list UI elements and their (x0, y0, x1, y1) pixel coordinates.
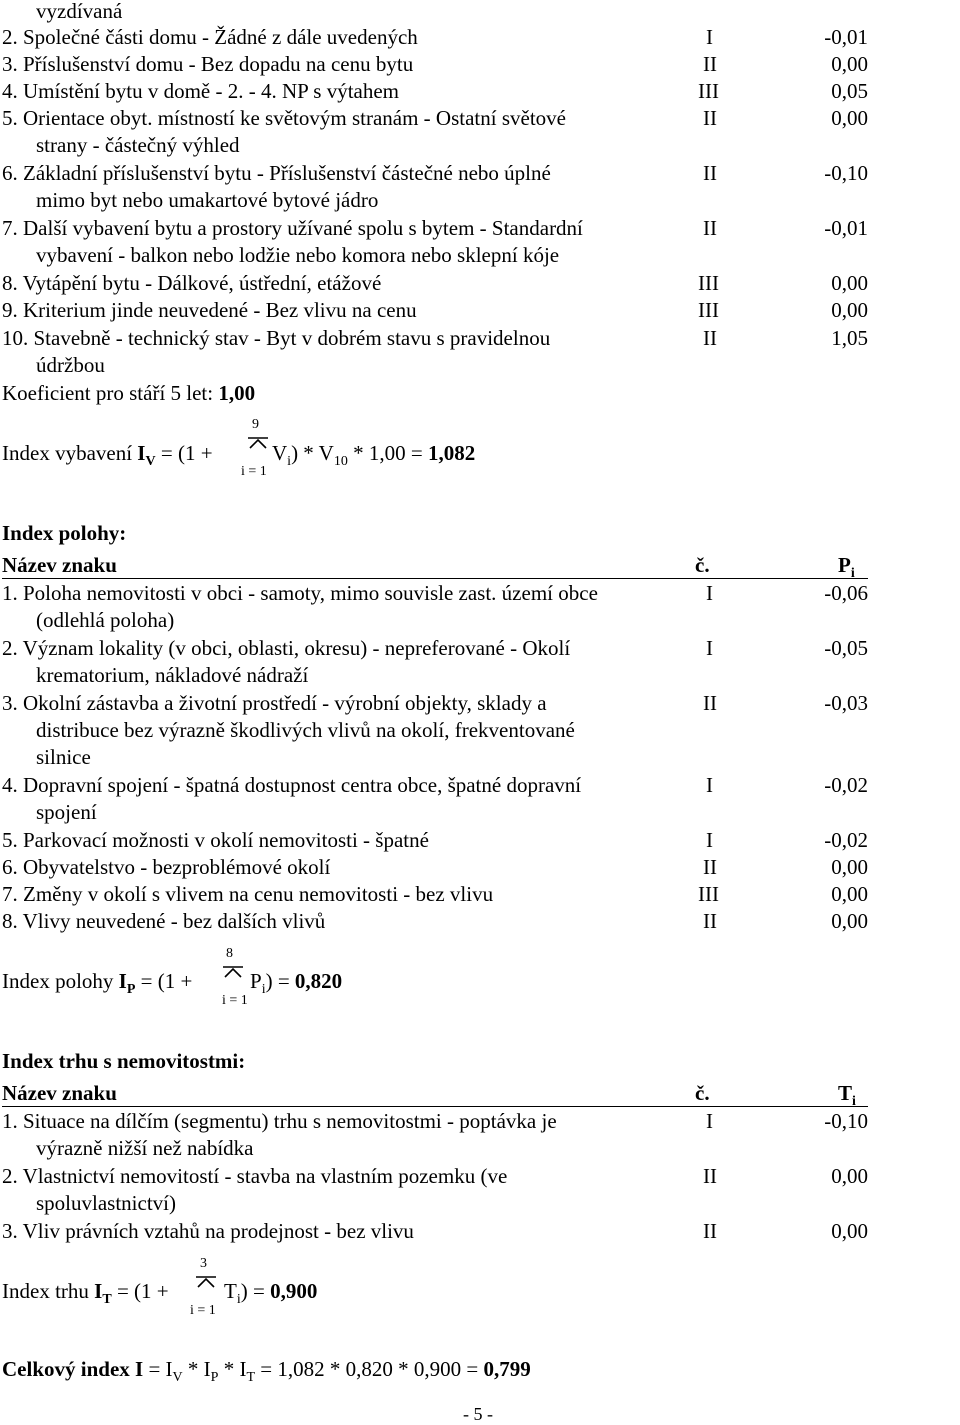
item-class: II (703, 1219, 717, 1243)
sum-sign-icon (222, 965, 244, 979)
list-item-continuation: mimo byt nebo umakartové bytové jádro (36, 188, 379, 212)
item-class: II (703, 161, 717, 185)
item-value: -0,03 (824, 691, 868, 715)
item-class: I (706, 581, 713, 605)
list-item-continuation: vyzdívaná (36, 0, 123, 23)
list-item: 2. Vlastnictví nemovitostí - stavba na vlastním pozemku (ve (2, 1164, 508, 1188)
sum-upper-limit: 9 (252, 417, 259, 432)
sum-lower-limit: i = 1 (222, 993, 248, 1008)
index-polohy-left: Index polohy $I_P = (1$ + (2, 969, 193, 997)
celkovy-index-result: 0,799 (483, 1357, 531, 1381)
header-rule (2, 1106, 868, 1107)
column-header-p: $P_i$ (838, 553, 855, 581)
item-class: II (703, 106, 717, 130)
sum-lower-limit: i = 1 (190, 1303, 216, 1318)
sum-sign-icon (247, 436, 269, 450)
item-value: 0,00 (831, 298, 868, 322)
sum-upper-limit: 3 (200, 1256, 207, 1271)
list-item: 1. Poloha nemovitosti v obci - samoty, mimo souvisle zast. území obce (2, 581, 598, 605)
list-item: 5. Orientace obyt. místností ke světovým stranám - Ostatní světové (2, 106, 566, 130)
index-polohy-right: $P_i) = 0,820$ (250, 969, 343, 997)
item-value: 0,00 (831, 882, 868, 906)
index-trhu-left: Index trhu $I_T = (1$ + (2, 1279, 169, 1307)
item-value: -0,02 (824, 773, 868, 797)
item-class: II (703, 909, 717, 933)
section-heading-trhu: Index trhu s nemovitostmi: (2, 1049, 246, 1073)
item-value: 0,00 (831, 1164, 868, 1188)
item-value: 1,05 (831, 326, 868, 350)
list-item-continuation: spoluvlastnictví) (36, 1191, 176, 1215)
item-value: 0,00 (831, 106, 868, 130)
item-class: II (703, 52, 717, 76)
item-value: 0,00 (831, 855, 868, 879)
list-item: 3. Vliv právních vztahů na prodejnost - bez vlivu (2, 1219, 414, 1243)
list-item: 7. Další vybavení bytu a prostory užívané spolu s bytem - Standardní (2, 216, 583, 240)
item-value: 0,05 (831, 79, 868, 103)
item-value: -0,01 (824, 216, 868, 240)
index-polohy-result: 0,820 (294, 969, 343, 993)
item-value: 0,00 (831, 271, 868, 295)
column-header-c: č. (695, 553, 710, 577)
item-class: III (698, 271, 719, 295)
item-class: I (706, 25, 713, 49)
item-class: II (703, 216, 717, 240)
index-vybaveni-right: $V_i) * V_{10} * 1,00 = 1,082$ (272, 441, 476, 469)
list-item: 6. Obyvatelstvo - bezproblémové okolí (2, 855, 331, 879)
item-value: -0,10 (824, 161, 868, 185)
item-class: III (698, 882, 719, 906)
index-trhu-result: 0,900 (270, 1279, 318, 1303)
index-trhu-right: $T_i) = 0,900$ (224, 1279, 318, 1307)
item-class: II (703, 855, 717, 879)
list-item: 8. Vlivy neuvedené - bez dalších vlivů (2, 909, 326, 933)
item-value: -0,05 (824, 636, 868, 660)
list-item-continuation: vybavení - balkon nebo lodžie nebo komora nebo sklepní kóje (36, 243, 560, 267)
list-item-continuation: (odlehlá poloha) (36, 608, 175, 632)
list-item-continuation: spojení (36, 800, 97, 824)
list-item: 3. Příslušenství domu - Bez dopadu na cenu bytu (2, 52, 414, 76)
item-value: -0,02 (824, 828, 868, 852)
index-vybaveni-result: 1,082 (427, 441, 476, 465)
section-heading-polohy: Index polohy: (2, 521, 127, 545)
column-header-c: č. (695, 1081, 710, 1105)
list-item: 3. Okolní zástavba a životní prostředí - výrobní objekty, sklady a (2, 691, 547, 715)
header-rule (2, 578, 868, 579)
koeficient-value: 1,00 (218, 381, 256, 405)
list-item-continuation: údržbou (36, 353, 105, 377)
column-header-name: Název znaku (2, 553, 117, 577)
item-class: II (703, 691, 717, 715)
column-header-t: $T_i$ (838, 1081, 856, 1109)
item-value: 0,00 (831, 52, 868, 76)
item-class: II (703, 326, 717, 350)
item-class: II (703, 1164, 717, 1188)
item-value: -0,06 (824, 581, 868, 605)
list-item: 10. Stavebně - technický stav - Byt v dobrém stavu s pravidelnou (2, 326, 551, 350)
list-item: 4. Umístění bytu v domě - 2. - 4. NP s výtahem (2, 79, 400, 103)
item-class: I (706, 636, 713, 660)
list-item: 2. Společné části domu - Žádné z dále uvedených (2, 25, 418, 49)
index-vybaveni-left: Index vybavení $I_V = (1$ + (2, 441, 213, 469)
list-item-continuation: distribuce bez výrazně škodlivých vlivů na okolí, frekventované (36, 718, 575, 742)
list-item: 9. Kriterium jinde neuvedené - Bez vlivu na cenu (2, 298, 417, 322)
list-item-continuation: silnice (36, 745, 91, 769)
item-value: -0,01 (824, 25, 868, 49)
page-number: - 5 - (463, 1404, 493, 1424)
list-item-continuation: krematorium, nákladové nádraží (36, 663, 309, 687)
item-value: -0,10 (824, 1109, 868, 1133)
column-header-name: Název znaku (2, 1081, 117, 1105)
sum-sign-icon (195, 1275, 217, 1289)
sum-lower-limit: i = 1 (241, 464, 267, 479)
item-class: I (706, 828, 713, 852)
koeficient-line: Koeficient pro stáří 5 let: 1,00 (2, 381, 256, 405)
item-class: I (706, 773, 713, 797)
item-value: 0,00 (831, 1219, 868, 1243)
list-item: 5. Parkovací možnosti v okolí nemovitosti - špatné (2, 828, 429, 852)
item-class: I (706, 1109, 713, 1133)
list-item: 8. Vytápění bytu - Dálkové, ústřední, etážové (2, 271, 382, 295)
item-class: III (698, 79, 719, 103)
list-item: 2. Význam lokality (v obci, oblasti, okresu) - nepreferované - Okolí (2, 636, 571, 660)
celkovy-index-line: Celkový index $I = I_V * I_P * I_T = 1,082 * 0,820 * 0,900 = 0,799$ (2, 1357, 531, 1385)
list-item-continuation: strany - částečný výhled (36, 133, 240, 157)
item-value: 0,00 (831, 909, 868, 933)
list-item: 1. Situace na dílčím (segmentu) trhu s nemovitostmi - poptávka je (2, 1109, 557, 1133)
list-item: 7. Změny v okolí s vlivem na cenu nemovitosti - bez vlivu (2, 882, 494, 906)
sum-upper-limit: 8 (226, 946, 233, 961)
list-item-continuation: výrazně nižší než nabídka (36, 1136, 254, 1160)
list-item: 6. Základní příslušenství bytu - Příslušenství částečné nebo úplné (2, 161, 551, 185)
item-class: III (698, 298, 719, 322)
list-item: 4. Dopravní spojení - špatná dostupnost centra obce, špatné dopravní (2, 773, 582, 797)
